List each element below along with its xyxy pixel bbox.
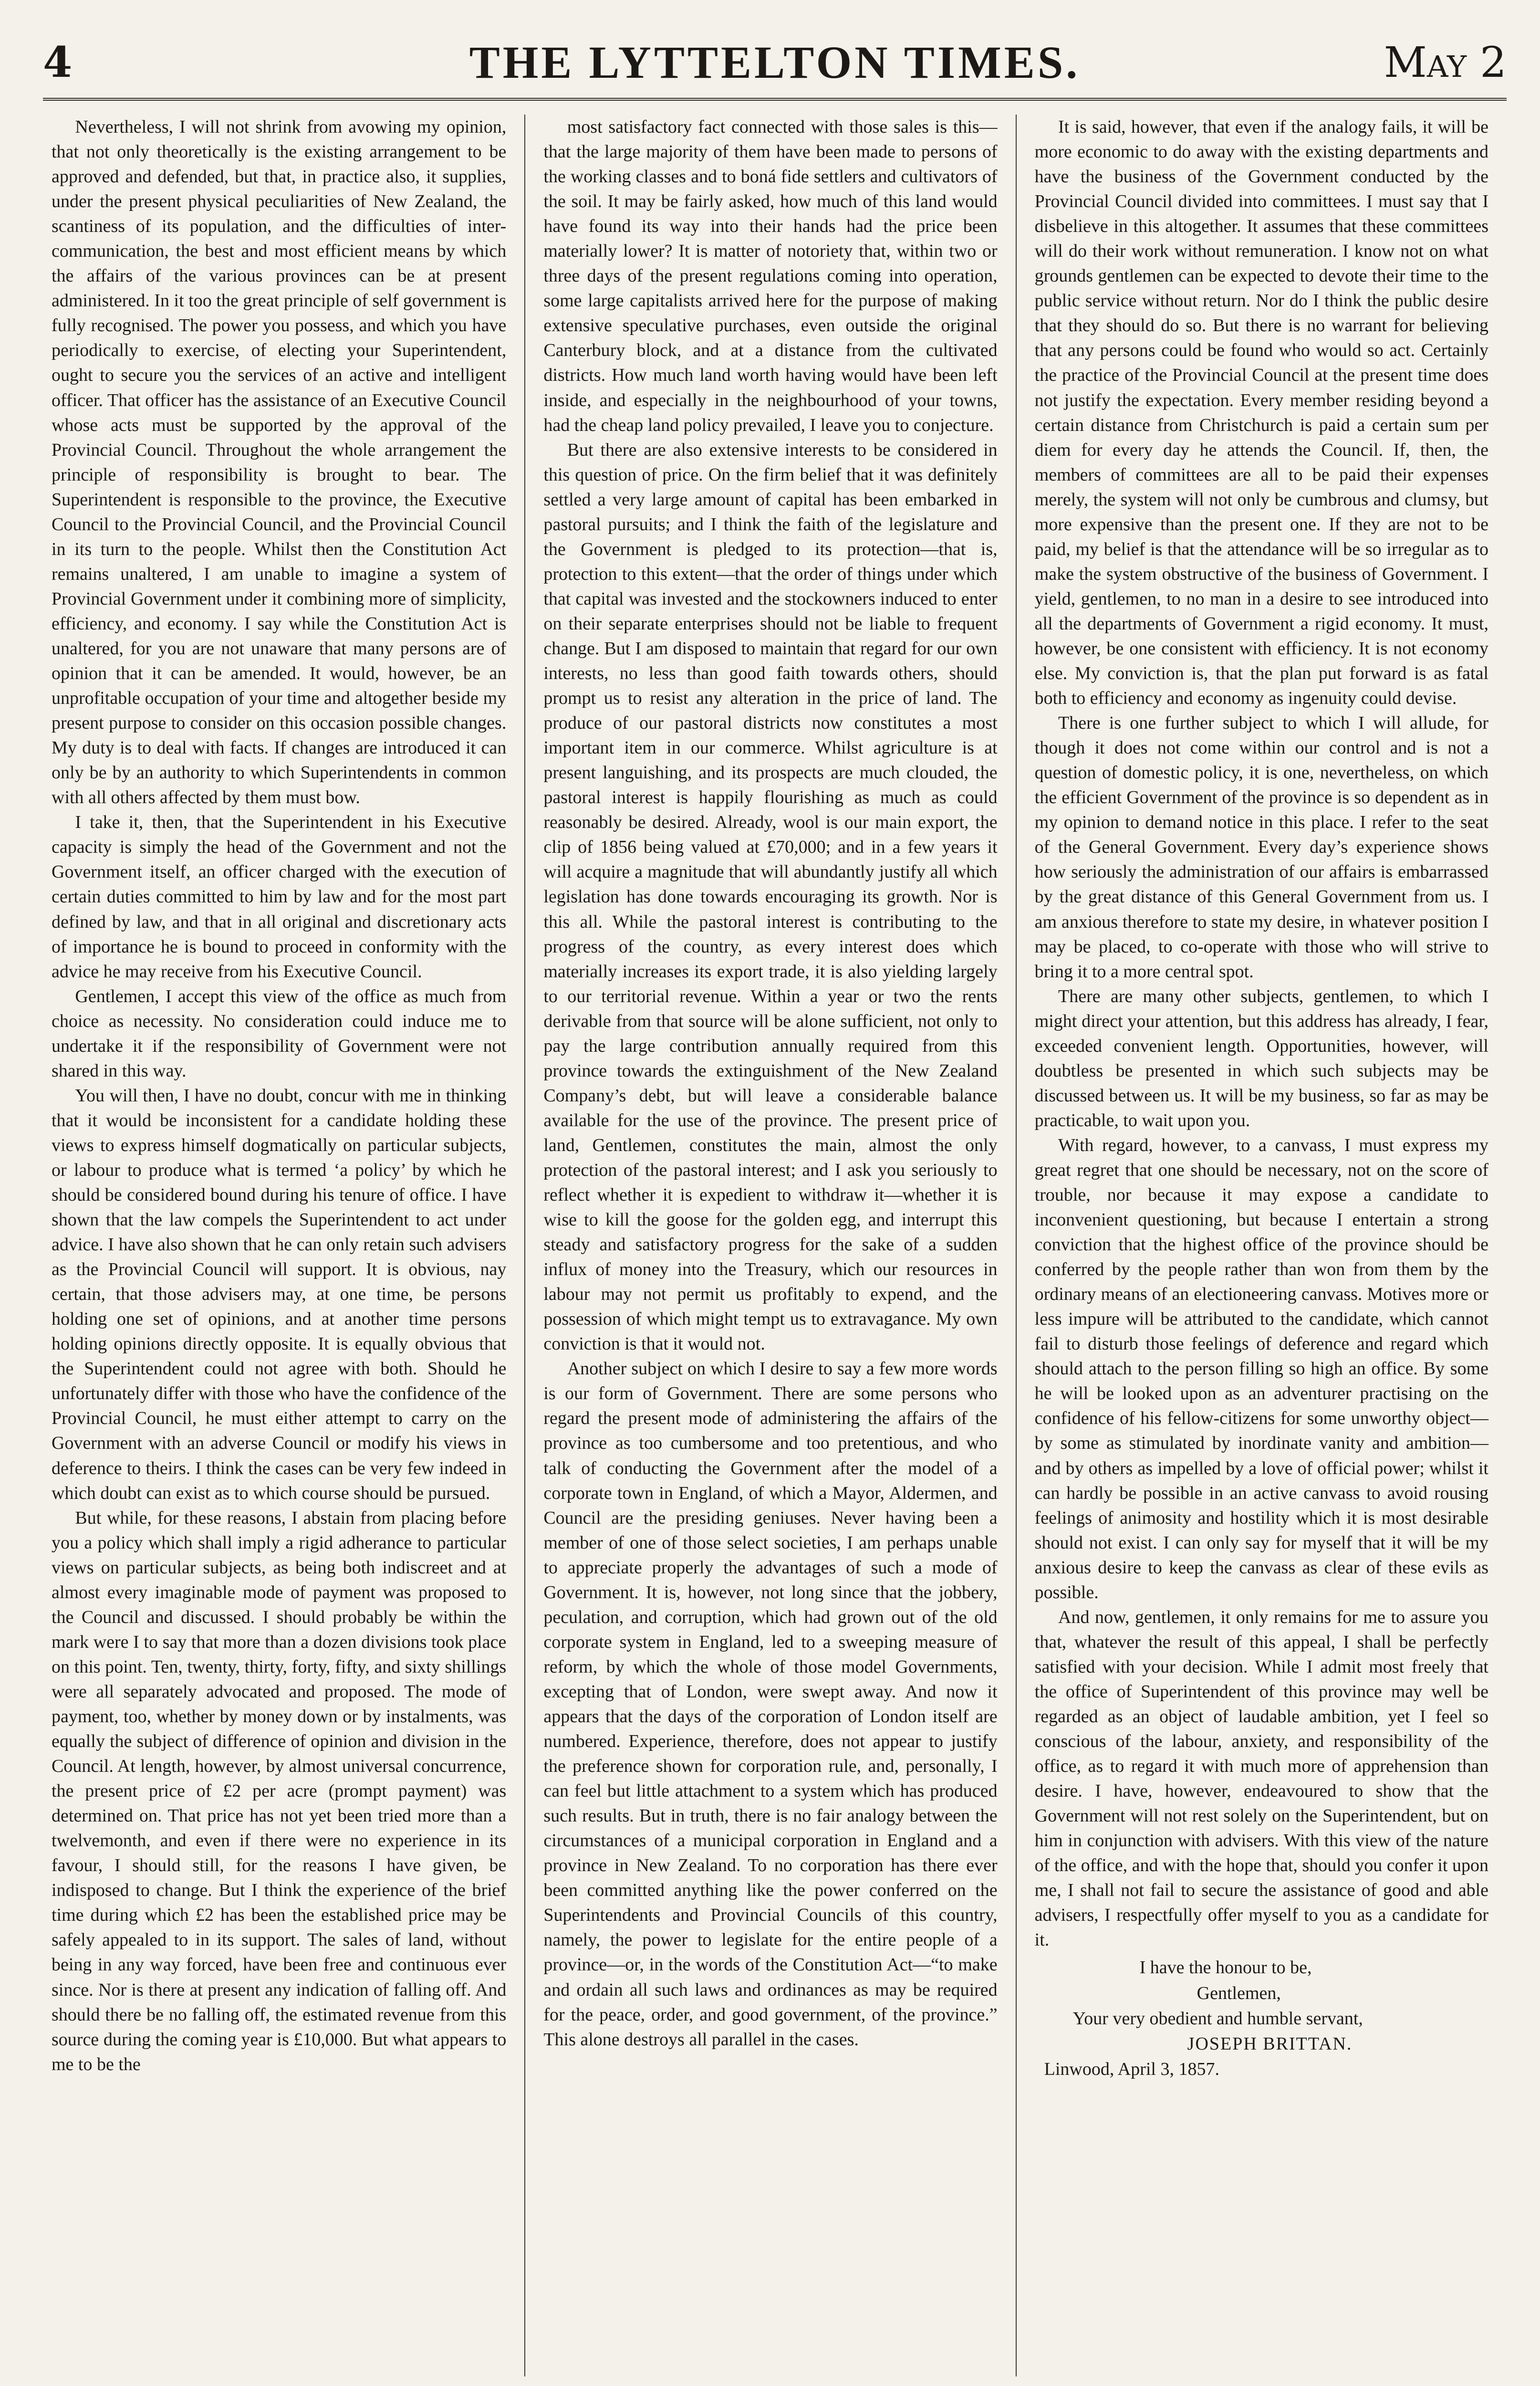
paragraph: With regard, however, to a canvass, I must express my great regret that one should be necessary, not on the score of trouble, nor because it may expose a candidate to inconvenient questioning, but because I entertain a strong conviction that the highest office of the province should be conferred by the people rather than won from them by the ordinary means of an electioneering canvass. Motives more or less impure will be attributed to the candidate, which cannot fail to disturb those feelings of deference and regard which should attach to the person filling so high an office. By some he will be looked upon as an adventurer practising on the confidence of his fellow-citizens for some unworthy object—by some as stimulated by inordinate vanity and ambition—and by others as impelled by a love of official power; whilst it can hardly be possible in an active canvass to avoid rousing feelings of animosity and hostility which it is most desirable should not exist. I can only say for myself that it will be my anxious desire to keep the canvass as clear of these evils as possible. — [1034, 1135, 1488, 1602]
article-columns — [33, 115, 1507, 2376]
paragraph: You will then, I have no doubt, concur with me in thinking that it would be inconsistent for a candidate holding these views to express himself dogmatically on particular subjects, or labour to produce what is termed ‘a policy’ by which he should be considered bound during his tenure of office. I have shown that the law compels the Superintendent to act under advice. I have also shown that he can only retain such advisers as the Provincial Council will support. It is obvious, nay certain, that those advisers may, at one time, be persons holding one set of opinions, and at another time persons holding opinions directly opposite. It is equally obvious that the Superintendent could not agree with both. Should he unfortunately differ with those who have the confidence of the Provincial Council, he must either attempt to carry on the Government with an adverse Council or modify his views in deference to theirs. I think the cases can be very few indeed in which doubt can exist as to which course should be pursued. — [52, 1085, 507, 1503]
newspaper-title: THE LYTTELTON TIMES. — [469, 36, 1081, 88]
column-2 — [524, 115, 1015, 2376]
masthead — [43, 26, 1507, 101]
paragraph: And now, gentlemen, it only remains for me to assure you that, whatever the result of this appeal, I shall be perfectly satisfied with your decision. While I admit most freely that the office of Superintendent of this province may well be regarded as an object of laudable ambition, yet I feel so conscious of the labour, anxiety, and responsibility of the office, as to regard it with much more of apprehension than desire. I have, however, endeavoured to show that the Government will not rest solely on the Superintendent, but on him in conjunction with advisers. With this view of the nature of the office, and with the hope that, should you confer it upon me, I shall not fail to secure the assistance of good and able advisers, I respectfully offer myself to you as a candidate for it. — [1034, 1607, 1488, 1950]
paragraph: But while, for these reasons, I abstain from placing before you a policy which shall imply a rigid adherance to particular views on particular subjects, as being both indiscreet and at almost every imaginable mode of payment was proposed to the Council and discussed. I should probably be within the mark were I to say that more than a dozen divisions took place on this point. Ten, twenty, thirty, forty, fifty, and sixty shillings were all separately advocated and proposed. The mode of payment, too, whether by money down or by instalments, was equally the subject of difference of opinion and division in the Council. At length, however, by almost universal concurrence, the present price of £2 per acre (prompt payment) was determined on. That price has not yet been tried more than a twelvemonth, and even if there were no experience in its favour, I should still, for the reasons I have given, be indisposed to change. But I think the experience of the brief time during which £2 has been the established price may be safely appealed to in its support. The sales of land, without being in any way forced, have been free and continuous ever since. Nor is there at present any indication of falling off. And should there be no falling off, the estimated revenue from this source during the coming year is £10,000. But what appears to me to be the — [52, 1507, 507, 2074]
signoff-honour: I have the honour to be, — [1139, 1957, 1312, 1978]
column-3 — [1016, 115, 1507, 2376]
paragraph: But there are also extensive interests to be considered in this question of price. On the firm belief that it was definitely settled a very large amount of capital has been embarked in pastoral pursuits; and I think the faith of the legislature and the Government is pledged to its protection—that is, protection to this extent—that the order of things under which that capital was invested and the stockowners induced to enter on their separate enterprises should not be liable to frequent change. But I am disposed to maintain that regard for our own interests, no less than good faith towards others, should prompt us to resist any alteration in the price of land. The produce of our pastoral districts now constitutes a most important item in our commerce. Whilst agriculture is at present languishing, and its prospects are much clouded, the pastoral interest is happily flourishing as much as could reasonably be desired. Already, wool is our main export, the clip of 1856 being valued at £70,000; and in a few years it will acquire a magnitude that will abundantly justify all which legislation has done towards encouraging its growth. Nor is this all. While the pastoral interest is contributing to the progress of the country, as every interest does which materially increases its export trade, it is also yielding largely to our territorial revenue. Within a year or two the rents derivable from that source will be alone sufficient, not only to pay the large contribution annually required from this province towards the extinguishment of the New Zealand Company’s debt, but will leave a considerable balance available for the use of the province. The present price of land, Gentlemen, constitutes the main, almost the only protection of the pastoral interest; and I ask you seriously to reflect whether it is expedient to withdraw it—whether it is wise to kill the goose for the golden egg, and interrupt this steady and satisfactory progress for the sake of a sudden influx of money into the Treasury, which our resources in labour may not permit us profitably to expend, and the possession of which might tempt us to extravagance. My own conviction is that it would not. — [543, 440, 998, 1354]
paragraph: It is said, however, that even if the analogy fails, it will be more economic to do away with the existing departments and have the business of the Government conducted by the Provincial Council divided into committees. I must say that I disbelieve in this altogether. It assumes that these committees will do their work without remuneration. I know not on what grounds gentlemen can be expected to devote their time to the public service without return. Nor do I think the public desire that they should do so. But there is no warrant for believing that any persons could be found who would so act. Certainly the practice of the Provincial Council at the present time does not justify the expectation. Every member residing beyond a certain distance from Christchurch is paid a certain sum per diem for every day he attends the Council. If, then, the members of committees are all to be paid their expenses merely, the system will not only be cumbrous and clumsy, but more expensive than the present one. If they are not to be paid, my belief is that the attendance will be so irregular as to make the system obstructive of the business of Government. I yield, gentlemen, to no man in a desire to see introduced into all the departments of Government a rigid economy. It must, however, be one consistent with efficiency. It is not economy else. My conviction is, that the plan put forward is as fatal both to efficiency and economy as ingenuity could devise. — [1034, 117, 1488, 709]
paragraph: most satisfactory fact connected with those sales is this—that the large majority of them have been made to persons of the working classes and to boná fide settlers and cultivators of the soil. It may be fairly asked, how much of this land would have found its way into their hands had the price been materially lower? It is matter of notoriety that, within two or three days of the present regulations coming into operation, some large capitalists arrived here for the purpose of making extensive speculative purchases, even outside the original Canterbury block, and at a distance from the cultivated districts. How much land worth having would have been left inside, and especially in the neighbourhood of your towns, had the cheap land policy prevailed, I leave you to conjecture. — [543, 117, 998, 435]
signoff-salutation: Gentlemen, — [1197, 1983, 1281, 2003]
paragraph: I take it, then, that the Superintendent in his Executive capacity is simply the head of the Government and not the Government itself, an officer charged with the execution of certain duties committed to him by law and for the most part defined by law, and that in all original and discretionary acts of importance he is bound to proceed in conformity with the advice he may receive from his Executive Council. — [52, 812, 507, 982]
paragraph: Another subject on which I desire to say a few more words is our form of Government. There are some persons who regard the present mode of administering the affairs of the province as too cumbersome and too pretentious, and who talk of conducting the Government after the model of a corporate town in England, of which a Mayor, Aldermen, and Council are the presiding geniuses. Never having been a member of one of those select societies, I am perhaps unable to appreciate properly the advantages of such a mode of Government. It is, however, not long since that the jobbery, peculation, and corruption, which had grown out of the old corporate system in England, led to a sweeping measure of reform, by which the whole of those model Governments, excepting that of London, were swept away. And now it appears that the days of the corporation of London itself are numbered. Experience, therefore, does not appear to justify the preference shown for corporation rule, and, personally, I can feel but little attachment to a system which has produced such results. But in truth, there is no fair analogy between the circumstances of a municipal corporation in England and a province in New Zealand. To no corporation has there ever been committed anything like the power conferred on the Superintendents and Provincial Councils of this country, namely, the power to legislate for the entire people of a province—or, in the words of the Constitution Act—“to make and ordain all such laws and ordinances as may be required for the peace, order, and good government, of the province.” This alone destroys all parallel in the cases. — [543, 1359, 998, 2050]
signoff-place-date: Linwood, April 3, 1857. — [1044, 2059, 1219, 2080]
paragraph: Nevertheless, I will not shrink from avowing my opinion, that not only theoretically is the existing arrangement to be approved and defended, but that, in practice also, it supplies, under the present physical peculiarities of New Zealand, the scantiness of its population, and the difficulties of inter-communication, the best and most efficient means by which the affairs of the various provinces can be at present administered. In it too the great principle of self government is fully recognised. The power you possess, and which you have periodically to exercise, of electing your Superintendent, ought to secure you the services of an active and intelligent officer. That officer has the assistance of an Executive Council whose acts must be supported by the approval of the Provincial Council. Throughout the whole arrangement the principle of responsibility is brought to bear. The Superintendent is responsible to the province, the Executive Council to the Provincial Council, and the Provincial Council in its turn to the people. Whilst then the Constitution Act remains unaltered, I am unable to imagine a system of Provincial Government under it combining more of simplicity, efficiency, and economy. I say while the Constitution Act is unaltered, for you are not unaware that many persons are of opinion that it can be amended. It would, however, be an unprofitable occupation of your time and altogether beside my present purpose to consider on this occasion possible changes. My duty is to deal with facts. If changes are introduced it can only be by an authority to which Superintendents in common with all others affected by them must bow. — [52, 117, 507, 808]
signoff-name: JOSEPH BRITTAN. — [1187, 2034, 1353, 2054]
page-number: 4 — [43, 37, 73, 87]
paragraph: There is one further subject to which I will allude, for though it does not come within our control and is not a question of domestic policy, it is one, nevertheless, on which the efficient Government of the province is so dependent as in my opinion to demand notice in this place. I refer to the seat of the General Government. Every day’s experience shows how seriously the administration of our affairs is embarrassed by the great distance of this General Government from us. I am anxious therefore to state my desire, in whatever position I may be placed, to co-operate with those who will strive to bring it to a more central spot. — [1034, 713, 1488, 982]
column-1 — [33, 115, 524, 2376]
issue-date: May 2 — [1384, 37, 1507, 87]
paragraph: There are many other subjects, gentlemen, to which I might direct your attention, but this address has already, I fear, exceeded convenient length. Opportunities, however, will doubtless be presented in which such subjects may be discussed between us. It will be my business, so far as may be practicable, to wait upon you. — [1034, 986, 1488, 1130]
signoff-closing: Your very obedient and humble servant, — [1072, 2008, 1363, 2029]
paragraph: Gentlemen, I accept this view of the office as much from choice as necessity. No consideration could induce me to undertake it if the responsibility of Government were not shared in this way. — [52, 986, 507, 1081]
signoff — [1035, 1955, 1488, 2082]
